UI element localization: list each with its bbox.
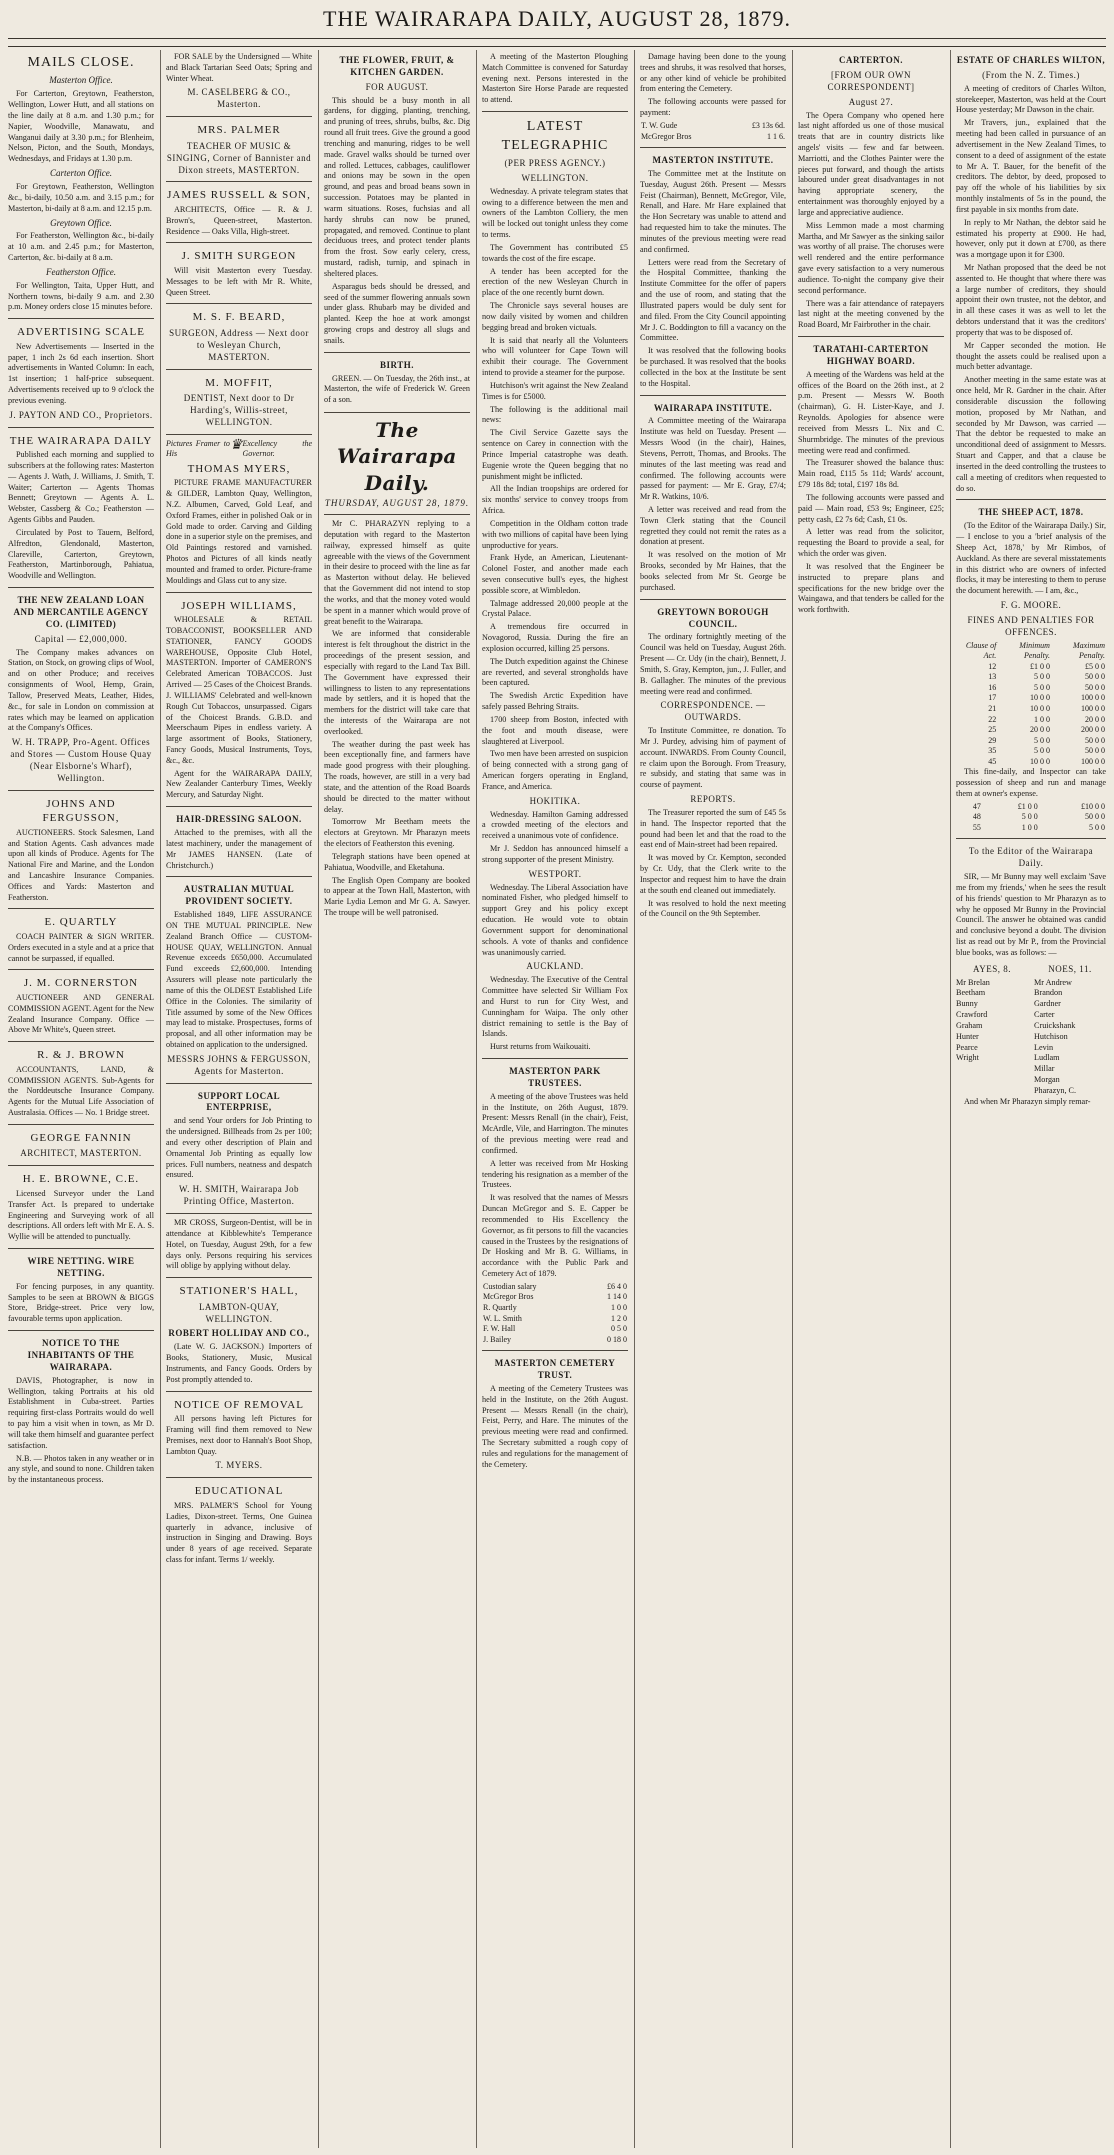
list-item: Pharazyn, C. [1034, 1085, 1077, 1095]
removal-heading: NOTICE OF REMOVAL [174, 1398, 304, 1411]
sheep-act-signature: F. G. MOORE. [1000, 600, 1062, 611]
park-trustees-text: It was resolved that the names of Messrs Duncan McGregor and S. E. Capper be recommended to His Excellency the Governor, as fit persons to fill the vacancies caused in the Trustees by the resignations of Dr Hosking and Mr B. G. Williams, in accordance with the Public Park and Cemetery Act of 1879. [482, 1193, 628, 1279]
wilton-text: Mr Nathan proposed that the deed be not assented to. He thought that where there was a large number of creditors, they should appoint their own trustee, not the debtor, and in all these cases it was as well to let the debtors understand that it was the creditors' property that was to be disposed of. [956, 263, 1106, 337]
table-cell: 55 [972, 822, 981, 832]
picture-framer-label: Pictures Framer to His [166, 438, 230, 459]
noes-heading: NOES, 11. [1048, 963, 1092, 974]
account-amount: 0 18 0 [607, 1334, 627, 1344]
myers-text: PICTURE FRAME MANUFACTURER & GILDER, Lambton Quay, Wellington, N.Z. Albumen, Carved, Gold Leaf, and Oxford Frames, either in polished Oak or in Gold made to order. Carving and Gilding done in a superior style on the premises, and Old Paintings restored and varnished. Photos and Pictures of all kinds neatly mounted and framed to order. Picture-frame Mouldings and Glass cut to any size. [166, 478, 312, 585]
telegram-text: All the Indian troopships are ordered for six months' service to convey troops from Africa. [482, 484, 628, 516]
westport-heading: WESTPORT. [528, 868, 582, 879]
institute-text: The Committee met at the Institute on Tuesday, August 26th. Present — Messrs Feist (Chairman), Bennett, McGregor, Vile, Renall, and Hare. Mr Hare explained that the Hon Secretary was unable to attend and had requested him to take the minutes. The minutes of the previous meeting were read and confirmed. [640, 168, 786, 254]
list-item: Brandon [1034, 988, 1063, 998]
daily-nameplate [324, 412, 470, 515]
wire-netting-heading: WIRE NETTING. WIRE NETTING. [27, 1256, 135, 1278]
table-row [956, 693, 1106, 704]
williams-heading: JOSEPH WILLIAMS, [181, 599, 297, 612]
table-cell: 12 [988, 661, 997, 671]
column-header: Maximum Penalty. [1073, 640, 1105, 661]
table-cell: 50 0 0 [1085, 682, 1105, 692]
holliday-heading: ROBERT HOLLIDAY AND CO., [168, 1328, 310, 1339]
greytown-council-text: The ordinary fortnightly meeting of the Council was held on Tuesday, August 26th. Present — Cr. Udy (in the chair), Bennett, J. Smith, S. Gray, Kempton, jun., J. Fuller, and B. Gallagher. The minutes of the previous meeting were read and confirmed. [640, 632, 786, 696]
table-row [482, 1303, 628, 1314]
table-cell: 1 0 0 [1033, 714, 1050, 724]
reports-heading: REPORTS. [690, 794, 736, 805]
column-3 [324, 52, 470, 2147]
moffit-text: DENTIST, Next door to Dr Harding's, Willis-street, WELLINGTON. [183, 393, 295, 427]
greytown-council-heading: GREYTOWN BOROUGH COUNCIL. [657, 606, 769, 629]
russell-text: ARCHITECTS, Office — R. & J. Brown's, Queen-street, Masterton. Residence — Oaks Villa, High-street. [166, 204, 312, 236]
list-item: Gardner [1034, 999, 1061, 1009]
seed-oats-signature: M. CASELBERG & CO., Masterton. [187, 87, 291, 110]
wilton-text: Mr Travers, jun., explained that the meeting had been called in pursuance of an advertisement in the New Zealand Times, to consent to a deed of assignment of the estate to Mr A. T. Bauer, for the benefit of the creditors. The debtor, by deed, proposed to pay off the whole of his liabilities by six monthly instalments of 5s in the pound, the first payable in six months from date. [956, 118, 1106, 214]
letter-heading: To the Editor of the Wairarapa Daily. [968, 846, 1094, 869]
johns-fergusson-heading: JOHNS AND FERGUSSON, [42, 797, 120, 825]
editorial-text: The weather during the past week has been exceptionally fine, and farmers have made good progress with their ploughing. The roads, however, are still in a very bad state, and the attention of the Road Boards should be directed to the matter without delay. [324, 739, 470, 814]
list-item: Graham [956, 1020, 983, 1030]
table-cell: 35 [988, 746, 997, 756]
account-name: F. W. Hall [483, 1324, 516, 1334]
masthead-rule-bottom [8, 46, 1106, 47]
sheep-act-heading: THE SHEEP ACT, 1878. [978, 507, 1084, 518]
column-divider [634, 50, 635, 2148]
list-item: Hutchison [1034, 1031, 1068, 1041]
column-divider [476, 50, 477, 2148]
daily-subscription-heading: THE WAIRARAPA DAILY [9, 434, 153, 447]
hokitika-heading: HOKITIKA. [529, 795, 581, 806]
list-item: Mr Brelan [956, 977, 990, 987]
list-item: Ludlam [1034, 1053, 1060, 1063]
column-5 [640, 52, 786, 2147]
account-amount: 1 1 6. [767, 131, 785, 141]
fines-table [956, 802, 1106, 834]
account-amount: 1 14 0 [607, 1292, 627, 1302]
table-cell: 47 [972, 801, 981, 811]
fannin-heading: GEORGE FANNIN [30, 1131, 132, 1144]
myers-heading: THOMAS MYERS, [187, 462, 291, 475]
telegram-text: Competition in the Oldham cotton trade with two millions of capital have been lying unproductive for years. [482, 518, 628, 550]
crest-icon: ♛ [229, 437, 243, 453]
table-cell: 13 [988, 672, 997, 682]
notice-heading: NOTICE TO THE INHABITANTS OF THE WAIRARAPA. [27, 1338, 135, 1372]
beard-heading: M. S. F. BEARD, [192, 311, 286, 324]
table-header-row [956, 641, 1106, 662]
wire-netting-text: For fencing purposes, in any quantity. Samples to be seen at BROWN & BIGGS Store, Bridge-street. Price very low, favourable terms upon application. [8, 1281, 154, 1324]
wilton-text: In reply to Mr Nathan, the debtor said he estimated his property at £900. He had, however, only put it down at £700, as there was a mortgage upon it for £300. [956, 217, 1106, 260]
hair-saloon-text: Attached to the premises, with all the latest machinery, under the management of Mr JAMES HANSEN. (Late of Christchurch.) [166, 828, 312, 870]
greytown-office-label: Greytown Office. [50, 217, 112, 228]
telegram-text: Wednesday. A private telegram states that owing to a difference between the men and owners of the Lambton Colliery, the men will be locked out tonight unless they come to terms. [482, 186, 628, 240]
institute-text: It was resolved that the following books be purchased. It was resolved that the books collected in the box at the Institute be sent to the Hospital. [640, 346, 786, 388]
nz-loan-capital: Capital — £2,000,000. [34, 633, 128, 644]
table-cell: 17 [988, 693, 997, 703]
table-row [482, 1282, 628, 1293]
garden-heading: THE FLOWER, FRUIT, & KITCHEN GARDEN. [339, 55, 455, 77]
table-cell: 100 0 0 [1081, 703, 1105, 713]
greytown-council-text: The Treasurer reported the sum of £45 5s in hand. The Inspector reported that the pound had been let and that the road to the east end of Main-street had been repaired. [640, 807, 786, 850]
institute-text: Letters were read from the Secretary of the Hospital Committee, thanking the Institute Committee for the offer of papers and the use of room, and stating that the Illustrated papers would be duly sent for and filed. From the City Council appointing Mr J. C. Boddington to fill a vacancy on the Committee. [640, 257, 786, 343]
wilton-source: (From the N. Z. Times.) [982, 69, 1080, 80]
support-local-text: and send Your orders for Job Printing to the undersigned. Billheads from 2s per 100; and every other description of Plain and Ornamental Job Printing as equally low prices. Full numbers, neatness and despatch ensured. [166, 1116, 312, 1180]
daily-subscription-text: Published each morning and supplied to subscribers at the following rates: Masterton — Agents J. Wath, J. Williams, J. Smith, T. Waiter; Carterton — Agents Thomas Bennett; Greytown — Agents A. L. Webster, Cassberg & Co.; Featherston — Agents Gibbs and Pauden. [8, 450, 154, 525]
table-row [956, 715, 1106, 726]
table-cell: 50 0 0 [1085, 735, 1105, 745]
brown-heading: R. & J. BROWN [37, 1049, 125, 1062]
greytown-council-text: It was resolved to hold the next meeting of the Council on the 9th September. [640, 898, 786, 919]
telegram-text: The Swedish Arctic Expedition have safely passed Behring Straits. [482, 691, 628, 712]
column-header: Clause of Act. [965, 640, 997, 661]
table-row [640, 121, 786, 132]
list-item: Wright [956, 1053, 979, 1063]
table-row [956, 746, 1106, 757]
table-cell: 29 [988, 735, 997, 745]
table-cell: 50 0 0 [1085, 746, 1105, 756]
palmer-text: TEACHER OF MUSIC & SINGING, Corner of Bannister and Dixon streets, MASTERTON. [166, 140, 312, 175]
telegram-text: Hutchison's writ against the New Zealand Times is for £5000. [482, 380, 628, 401]
telegram-text: It is said that nearly all the Volunteers who will volunteer for Cape Town will exhibit their courage. The Government intend to provide a steamer for the purpose. [482, 335, 628, 378]
wairarapa-institute-text: A Committee meeting of the Wairarapa Institute was held on Tuesday. Present — Messrs Wood (in the chair), Haines, Stevens, Perrott, Thomas, and Brooks. The minutes of the last meeting was read and confirmed. The following accounts were passed for payment: — Mr E. Gray, £7/4; Mr R. Watkins, 10/6. [640, 416, 786, 502]
wairarapa-institute-heading: WAIRARAPA INSTITUTE. [653, 402, 773, 413]
table-cell: 10 0 0 [1029, 693, 1050, 703]
list-item: Cruickshank [1034, 1020, 1076, 1030]
editorial-text: Tomorrow Mr Beetham meets the electors at Greytown. Mr Pharazyn meets the electors of Featherston this evening. [324, 817, 470, 849]
wilton-text: A meeting of creditors of Charles Wilton, storekeeper, Masterton, was held at the Court House yesterday; Mr Dawson in the chair. [956, 83, 1106, 115]
birth-text: GREEN. — On Tuesday, the 26th inst., at Masterton, the wife of Frederick W. Green of a son. [324, 373, 470, 405]
garden-subheading: FOR AUGUST. [365, 81, 429, 92]
table-cell: 5 0 0 [1021, 812, 1038, 822]
carterton-date: August 27. [848, 96, 894, 107]
telegram-text: Mr J. Seddon has announced himself a strong supporter of the present Ministry. [482, 844, 628, 864]
table-row [956, 802, 1106, 813]
wilton-text: Another meeting in the same estate was at once held, Mr R. Gardner in the chair. After considerable discussion the following motion, proposed by Mr Nathan, and seconded by Mr Dawson, was carried — That the debtor be requested to make an unconditional deed of assignment to Messrs. Stuart and Capper, and that a clause be inserted in the deed controlling the trustees to call a meeting of creditors when requested to do so. [956, 375, 1106, 493]
table-cell: 20 0 0 [1029, 725, 1050, 735]
account-amount: 1 2 0 [611, 1313, 627, 1323]
quartly-text: COACH PAINTER & SIGN WRITER. Orders executed in a style and at a price that cannot be surpassed, if equalled. [8, 932, 154, 963]
telegram-text: Two men have been arrested on suspicion of being connected with a strong gang of American forgers operating in England, France, and America. [482, 749, 628, 791]
carterton-heading: CARTERTON. [839, 55, 903, 65]
list-item: Beetham [956, 988, 986, 998]
table-cell: 22 [988, 714, 997, 724]
telegram-text: The Chronicle says several houses are now daily visited by women and children begging bread and broken victuals. [482, 301, 628, 332]
stationers-hall-address: LAMBTON-QUAY, WELLINGTON. [198, 1301, 280, 1324]
table-cell: 5 0 0 [1033, 682, 1050, 692]
cross-dentist-text: MR CROSS, Surgeon-Dentist, will be in attendance at Kibblewhite's Temperance Hotel, on Tuesday, August 29th, for a few days only. Persons requiring his services will oblige by applying without delay. [166, 1218, 312, 1271]
list-item: Morgan [1034, 1075, 1060, 1085]
advertising-scale-text: New Advertisements — Inserted in the paper, 1 inch 2s 6d each insertion. Short advertisements in Wanted Column: In each, 1st insertion; 1 half-price subsequent. Advertisements received up to 9 o'clock the previous evening. [8, 341, 154, 405]
amps-text: Established 1849, LIFE ASSURANCE ON THE MUTUAL PRINCIPLE. New Zealand Branch Office — CUSTOM-HOUSE QUAY, WELLINGTON. Annual Revenue exceeds £650,000. Accumulated Fund exceeds £2,600,000. Intending Assurers will please note particularly the name of this the OLDEST Established Life Office in the Colonies. The similarity of Title assumed by some of the New Offices may lead to mistake. Prospectuses, forms of proposal, and all other information may be obtained on application to the undersigned. [166, 910, 312, 1050]
table-cell: 10 0 0 [1029, 756, 1050, 766]
educational-heading: EDUCATIONAL [194, 1485, 284, 1498]
letter-text: SIR, — Mr Bunny may well exclaim 'Save me from my friends,' when he sees the result of his friends' question to Mr Pharazyn as to why he opposed Mr Bunny in the Provincial Council. The answer he obtained was candid and conclusive beyond a doubt. The division list as read out by Mr P., from the Provincial blue books, was as follows: — [956, 872, 1106, 957]
column-divider [792, 50, 793, 2148]
russell-heading: JAMES RUSSELL & SON, [167, 189, 311, 202]
stationers-hall-heading: STATIONER'S HALL, [179, 1285, 299, 1298]
hair-saloon-heading: HAIR-DRESSING SALOON. [176, 814, 302, 825]
carterton-text: Miss Lemmon made a most charming Martha, and Mr Sawyer as the sinking sailor was worthy of all praise. The choruses were well rendered and the entire performance gave every satisfaction to a very numerous audience. To-night the company give their second performance. [798, 220, 944, 295]
nz-loan-heading: THE NEW ZEALAND LOAN AND MERCANTILE AGENCY CO. (LIMITED) [13, 595, 149, 629]
birth-heading: BIRTH. [380, 359, 414, 370]
letter-text: And when Mr Pharazyn simply remar- [964, 1096, 1091, 1106]
telegram-text: The Government has contributed £5 towards the cost of the fire escape. [482, 242, 628, 263]
table-row [956, 736, 1106, 747]
wilton-text: Mr Capper seconded the motion. He thought the assets could be realised upon a much better advantage. [956, 340, 1106, 372]
amps-heading: AUSTRALIAN MUTUAL PROVIDENT SOCIETY. [183, 884, 295, 907]
masterton-office-label: Masterton Office. [49, 75, 113, 86]
table-cell: 48 [972, 812, 981, 822]
greytown-council-text: It was moved by Cr. Kempton, seconded by Cr. Udy, that the Clerk write to the Inspector and request him to have the drain at the south end cleaned out immediately. [640, 853, 786, 895]
editorial-text: The English Open Company are booked to appear at the Town Hall, Masterton, with Marie Lydia Lemon and Mr G. A. Sawyer. The troupe will be well patronised. [324, 875, 470, 918]
mails-text: For Carterton, Greytown, Featherston, Wellington, Lower Hutt, and all stations on the line daily at 8 a.m. and 1.30 p.m.; for Napier, Woodville, Manawatu, and Wanganui daily at 3.30 p.m.; for Blenheim, Nelson, Picton, and the South, Mondays, Wednesdays, and Fridays at 1.30 p.m. [8, 89, 154, 164]
removal-text: All persons having left Pictures for Framing will find them removed to New Premises, next door to Hannah's Boot Shop, Lambton Quay. [166, 1414, 312, 1456]
cornerston-heading: J. M. CORNERSTON [23, 977, 139, 990]
table-row [482, 1292, 628, 1303]
table-row [956, 662, 1106, 673]
list-item: Hunter [956, 1031, 979, 1041]
table-cell: 5 0 0 [1033, 746, 1050, 756]
mails-text: For Wellington, Taita, Upper Hutt, and Northern towns, bi-daily 9 a.m. and 2.30 p.m. Money orders close 15 minutes before. [8, 280, 154, 312]
greytown-council-text: To Institute Committee, re donation. To Mr J. Purdey, advising him of payment of account. INWARDS. From County Council, re claim upon the Borough. From Treasury, re subsidy, and stating that same was in course of payment. [640, 726, 786, 790]
telegram-text: 1700 sheep from Boston, infected with the foot and mouth disease, were slaughtered at Liverpool. [482, 714, 628, 746]
table-cell: 100 0 0 [1081, 756, 1105, 766]
cornerston-text: AUCTIONEER AND GENERAL COMMISSION AGENT. Agent for the New Zealand Insurance Company. Office — Above Mr White's, Queen street. [8, 993, 154, 1035]
account-amount: 1 0 0 [611, 1303, 627, 1312]
table-cell: £5 0 0 [1085, 661, 1105, 671]
telegram-text: Wednesday. The Liberal Association have nominated Fisher, who pledged himself to support Grey and his policy except education. He would vote to obtain Government support for denominational schools. A vote of thanks and confidence was unanimously carried. [482, 882, 628, 957]
telegram-text: Hurst returns from Waikouaiti. [490, 1042, 591, 1052]
daily-circulation-text: Circulated by Post to Tauern, Belford, Alfredton, Glendonald, Masterton, Clareville, Carterton, Greytown, Featherston, Martinborough, Pahiatua, Woodville and Wellington. [8, 527, 154, 581]
list-item: Bunny [956, 999, 978, 1009]
support-local-heading: SUPPORT LOCAL ENTERPRISE, [197, 1090, 281, 1113]
table-row [482, 1324, 628, 1335]
account-amount: £3 13s 6d. [751, 120, 785, 130]
fines-heading: FINES AND PENALTIES FOR OFFENCES. [967, 614, 1095, 637]
accounts-intro: The following accounts were passed for payment: [640, 97, 786, 118]
advertising-signature: J. PAYTON AND CO., Proprietors. [9, 409, 153, 420]
table-row [956, 704, 1106, 715]
column-divider [160, 50, 161, 2148]
support-local-signature: W. H. SMITH, Wairarapa Job Printing Office, Masterton. [178, 1184, 299, 1207]
garden-text: This should be a busy month in all gardens, for digging, planting, trenching, and pruning of trees, shrubs, bulbs, &c. Dig round all fruit trees. Give the ground a good trenching and manuring, ridges to be well made. Gravel walks should be turned over and rolled. Lettuces, cabbages, cauliflower and onions may be sown in the open ground, and peas and broad beans sown in succession. Potatoes may be planted in warm situations. Roses, fuchsias and all hardy shrubs can now be pruned, propagated, and removed. Continue to plant deciduous trees, and protect tender plants from the frost. Sow early celery, cress, mustard, radish, turnip, and spinach in sheltered places. [324, 95, 470, 278]
telegram-text: Wednesday. Hamilton Gaming addressed a crowded meeting of the electors and received a unanimous vote of confidence. [482, 809, 628, 841]
column-6 [798, 52, 944, 2147]
mails-close-heading: MAILS CLOSE. [27, 55, 135, 70]
table-cell: 10 0 0 [1029, 703, 1050, 713]
list-item: Carter [1034, 1010, 1055, 1020]
table-cell: 25 [988, 725, 997, 735]
table-row [956, 725, 1106, 736]
garden-text: Asparagus beds should be dressed, and seed of the summer flowering annuals sown under glass. Rhubarb may be divided and planted. Keep the hoe at work amongst growing crops and destroy all slugs and snails. [324, 281, 470, 345]
press-agency-label: (PER PRESS AGENCY.) [504, 158, 606, 169]
amps-signature: MESSRS JOHNS & FERGUSSON, Agents for Masterton. [167, 1053, 311, 1076]
wairarapa-institute-text: It was resolved on the motion of Mr Brooks, seconded by Mr Haines, that the books selected from Mr St. George be purchased. [640, 550, 786, 592]
browne-text: Licensed Surveyor under the Land Transfer Act. Is prepared to undertake Engineering and Surveying work of all descriptions. All orders left with Mr E. A. S. Wyllie will be attended to punctually. [8, 1188, 154, 1242]
carterton-office-label: Carterton Office. [50, 168, 112, 179]
taratahi-text: A letter was read from the solicitor, requesting the Board to provide a seal, for which the order was given. [798, 527, 944, 559]
list-item: Crawford [956, 1010, 988, 1020]
masthead-rule-top [8, 38, 1106, 39]
column-4 [482, 52, 628, 2147]
beard-text: SURGEON, Address — Next door to Wesleyan Church, MASTERTON. [169, 327, 309, 362]
telegram-text: A tremendous fire occurred in Novagorod, Russia. During the fire an explosion occurred, killing 25 persons. [482, 622, 628, 653]
telegram-text: The Dutch expedition against the Chinese are reverted, and several strongholds have been captured. [482, 656, 628, 688]
account-amount: £6 4 0 [607, 1281, 627, 1291]
table-cell: 5 0 0 [1033, 672, 1050, 682]
cemetery-trust-text: A meeting of the Cemetery Trustees was held in the Institute, on the 26th August. Present — Messrs Renall (in the chair), Feist, Perry, and Hare. The minutes of the previous meeting were read and confirmed. The Secretary submitted a rough copy of rules and regulations for the management of the Cemetery. [482, 1383, 628, 1469]
daily-nameplate-title: The Wairarapa Daily. [337, 418, 457, 495]
williams-text: WHOLESALE & RETAIL TOBACCONIST, BOOKSELLER AND STATIONER, FANCY GOODS WAREHOUSE, Opposite Club Hotel, MASTERTON. Importer of CAMERON'S Celebrated American TOBACCOS. Just Arrived — 25 Cases of the Choicest Brands. J. WILLIAMS' Celebrated and well-known Rough Cut Tobaccos, unsurpassed. Cigars of the Choicest Brands. G.B.D. and Meerschaum Pipes in endless variety. A large assortment of Books, Stationery, Fancy Goods, Musical Instruments, Toys, &c., &c. [166, 615, 312, 765]
noes-list [1034, 978, 1106, 1097]
smith-heading: J. SMITH SURGEON [181, 250, 297, 263]
taratahi-text: A meeting of the Wardens was held at the offices of the Board on the 26th inst., at 2 p.m. Present — Messrs W. Booth (chairman), G. H. Lister-Kaye, and J. Reynolds. Apologies for absence were received from Messrs L. Nix and C. Shurmbridge. The minutes of the previous meeting were read and confirmed. [798, 369, 944, 455]
masterton-institute-heading: MASTERTON INSTITUTE. [652, 155, 774, 166]
telegram-text: Talmage addressed 20,000 people at the Crystal Palace. [482, 598, 628, 619]
table-cell: 50 0 0 [1085, 812, 1105, 822]
table-cell: £10 0 0 [1081, 801, 1105, 811]
fines-note: This fine-daily, and Inspector can take possession of sheep and run and manage them at owner's expense. [956, 767, 1106, 798]
quartly-heading: E. QUARTLY [44, 916, 118, 929]
table-cell: 45 [988, 756, 997, 766]
sheep-act-text: (To the Editor of the Wairarapa Daily.) Sir, — I enclose to you a 'brief analysis of the Sheep Act, 1878,' by Mr Rimbos, of Auckland. As there are several misstatements in this district who are owners of infected flocks, it may be interesting to them to peruse the document herewith. — I am, &c., [956, 521, 1106, 596]
telegram-text: Wednesday. The Executive of the Central Committee have selected Sir William Fox and Hurst to run for City West, and Cunningham for Waipa. The only other district remaining to settle is the Bay of Islands. [482, 975, 628, 1039]
wellington-heading: WELLINGTON. [521, 172, 589, 183]
fannin-text: ARCHITECT, MASTERTON. [20, 1148, 142, 1159]
column-header: Minimum Penalty. [1019, 640, 1050, 661]
account-name: T. W. Gude [641, 120, 678, 130]
mails-text: For Featherston, Wellington &c., bi-daily at 10 a.m. and 2.45 p.m.; for Masterton, Carterton, &c. bi-daily at 8 a.m. [8, 231, 154, 263]
list-item: Pearce [956, 1042, 978, 1052]
editorial-text: Mr C. PHARAZYN replying to a deputation with regard to the Masterton railway, expressed himself as quite agreeable with the views of the Government in their desire to proceed with the line as far as Masterton without delay. He believed that the Government did not intend to stop the works, and that the money voted would be spent in a manner which would prove of great benefit to the Wairarapa. [324, 519, 470, 626]
account-name: McGregor Bros [641, 131, 692, 141]
ayes-list [956, 978, 1028, 1065]
column-2 [166, 52, 312, 2147]
taratahi-heading: TARATAHI-CARTERTON HIGHWAY BOARD. [813, 344, 929, 366]
table-row [956, 757, 1106, 768]
correspondent-label: [FROM OUR OWN CORRESPONDENT] [827, 69, 915, 92]
park-accounts-table [482, 1282, 628, 1345]
column-divider [318, 50, 319, 2148]
editorial-text: We are informed that considerable interest is felt throughout the district in the proceedings of the present session, and especially with regard to the Land Tax Bill. The Government have expressed their willingness to listen to any representations made by settlers, and it is hoped that the members for the district will take care that the interests of the Wairarapa are not overlooked. [324, 629, 470, 736]
table-row [482, 1335, 628, 1346]
nz-loan-signature: W. H. TRAPP, Pro-Agent. Offices and Stores — Custom House Quay (Near Elsborne's Wharf), Wellington. [10, 737, 152, 783]
list-item: Levin [1034, 1042, 1054, 1052]
account-name: W. L. Smith [483, 1313, 522, 1323]
table-cell: £1 0 0 [1029, 661, 1050, 671]
park-trustees-text: A letter was received from Mr Hosking tendering his resignation as a member of the Trustees. [482, 1158, 628, 1190]
account-name: R. Quartly [483, 1303, 517, 1312]
list-item: Mr Andrew [1034, 977, 1072, 987]
column-divider [950, 50, 951, 2148]
featherston-office-label: Featherston Office. [46, 266, 116, 277]
nz-loan-text: The Company makes advances on Station, on Stock, on growing clips of Wool, and on other Produce; and receives consignments of Wool, Hemp, Grain, Tallow, Preserved Meats, Leather, Hides, &c., for sale in London on commission at rates which may be learned on application at the Company's Offices. [8, 647, 154, 733]
auckland-heading: AUCKLAND. [526, 961, 584, 972]
educational-text: MRS. PALMER'S School for Young Ladies, Dixon-street. Terms, One Guinea quarterly in advance, inclusive of instruction in Singing and Drawing. Boys under 8 years of age received. Separate class for infant. Terms 1/ weekly. [166, 1500, 312, 1565]
carterton-text: The Opera Company who opened here last night afforded us one of those musical treats that are in country districts like angels' visits — few and far between. Marriotti, and the Clothes Painter were the pieces put forward, and though the artists laboured under great disadvantages in not having appropriate scenery, the entertainment was thoroughly enjoyed by a large and appreciative audience. [798, 110, 944, 217]
latest-telegraphic-heading: LATEST TELEGRAPHIC [501, 119, 609, 153]
cable-intro: The following is the additional mail news: [482, 404, 628, 425]
table-cell: 5 0 0 [1033, 735, 1050, 745]
advertising-scale-heading: ADVERTISING SCALE [17, 326, 145, 339]
telegram-text: The Civil Service Gazette says the sentence on Carey in connection with the Prince Imperial catastrophe was death. Eugenie wrote the Queen begging that no punishment might be inflicted. [482, 428, 628, 481]
account-name: J. Bailey [483, 1334, 511, 1344]
page-masthead: THE WAIRARAPA DAILY, AUGUST 28, 1879. [323, 6, 791, 31]
table-cell: £1 0 0 [1017, 801, 1038, 811]
wairarapa-institute-text: A letter was received and read from the Town Clerk stating that the Council regretted they could not remit the rates as a donation at present. [640, 505, 786, 547]
table-row [956, 823, 1106, 834]
browne-heading: H. E. BROWNE, C.E. [22, 1173, 140, 1186]
cemetery-damage-text: Damage having been done to the young trees and shrubs, it was resolved that horses, or any other kind of vehicle be prohibited from entering the Cemetery. [640, 52, 786, 94]
carterton-text: There was a fair attendance of ratepayers last night at the meeting convened by the Road Board, Mr Fairbrother in the chair. [798, 298, 944, 330]
column-1 [8, 52, 154, 2147]
telegram-text: Frank Hyde, an American, Lieutenant-Colonel Foster, and another made each seven consecutive bull's eyes, the highest possible score, at Wimbledon. [482, 553, 628, 595]
table-row [482, 1314, 628, 1325]
holliday-text: (Late W. G. JACKSON.) Importers of Books, Stationery, Music, Musical Instruments, and Fancy Goods. Orders by Post promptly attended to. [166, 1342, 312, 1384]
table-cell: 20 0 0 [1085, 714, 1105, 724]
table-row [956, 683, 1106, 694]
seed-oats-ad: FOR SALE by the Undersigned — White and Black Tartarian Seed Oats; Spring and Winter Wheat. [166, 52, 312, 83]
johns-fergusson-text: AUCTIONEERS. Stock Salesmen, Land and Station Agents. Cash advances made upon all kinds of Produce. Agents for The National Fire and Marine, and the London and Lancashire Insurance Companies. Offices and Yards: Masterton and Featherston. [8, 827, 154, 902]
account-name: McGregor Bros [483, 1292, 534, 1302]
smith-text: Will visit Masterton every Tuesday. Messages to be left with Mr R. White, Queen Street. [166, 265, 312, 297]
table-cell: 100 0 0 [1081, 693, 1105, 703]
correspondence-heading: CORRESPONDENCE. — OUTWARDS. [660, 700, 766, 723]
table-row [956, 812, 1106, 823]
list-item: Millar [1034, 1064, 1055, 1074]
park-trustees-text: A meeting of the above Trustees was held in the Institute, on 26th August, 1879. Present: Messrs Renall (in the chair), Feist, McArdle, Vile, and Harrington. The minutes of the previous meeting were read and confirmed. [482, 1091, 628, 1155]
daily-nameplate-date: THURSDAY, AUGUST 28, 1879. [324, 498, 470, 509]
table-cell: 200 0 0 [1081, 725, 1105, 735]
taratahi-text: The Treasurer showed the balance thus: Main road, £115 5s 11d; Wards' account, £79 18s 8d; total, £197 18s 8d. [798, 458, 944, 490]
notice-text: N.B. — Photos taken in any weather or in any style, and sound to none. Children taken by the instantaneous process. [8, 1453, 154, 1485]
park-trustees-heading: MASTERTON PARK TRUSTEES. [509, 1066, 601, 1088]
account-amount: 0 5 0 [611, 1324, 627, 1334]
table-cell: 50 0 0 [1085, 672, 1105, 682]
table-row [640, 132, 786, 143]
table-row [956, 672, 1106, 683]
table-cell: 1 0 0 [1021, 822, 1038, 832]
williams-agent-text: Agent for the WAIRARAPA DAILY, New Zealander Canterbury Times, Weekly Mercury, and Saturday Night. [166, 768, 312, 800]
notice-text: DAVIS, Photographer, is now in Wellington, taking Portraits at his old Establishment in Cuba-street. Parties requiring first-class Portraits would do well to pay him a visit when in town, as Mr D. will take them himself and guarantee perfect satisfaction. [8, 1375, 154, 1450]
ploughing-notice: A meeting of the Masterton Ploughing Match Committee is convened for Saturday evening next. Persons interested in the Masterton Sire Horse Parade are requested to attend. [482, 52, 628, 105]
removal-signature: T. MYERS. [215, 1460, 263, 1471]
moffit-heading: M. MOFFIT, [205, 376, 273, 389]
taratahi-text: It was resolved that the Engineer be instructed to prepare plans and specifications for the new bridge over the Waingawa, and that tenders be called for the work forthwith. [798, 561, 944, 615]
taratahi-text: The following accounts were passed and paid — Main road, £53 9s; Engineer, £25; petty cash, £2 7s 6d; Cash, £1 0s. [798, 492, 944, 524]
account-name: Custodian salary [483, 1281, 537, 1291]
palmer-heading: MRS. PALMER [197, 124, 281, 137]
column-7 [956, 52, 1106, 2147]
excellency-label: Excellency the Governor. [242, 438, 312, 459]
cemetery-trust-heading: MASTERTON CEMETERY TRUST. [494, 1358, 616, 1381]
editorial-text: Telegraph stations have been opened at Pahiatua, Woodville, and Eketahuna. [324, 851, 470, 872]
wilton-estate-heading: ESTATE OF CHARLES WILTON, [956, 55, 1106, 65]
telegram-text: A tender has been accepted for the erection of the new Wesleyan Church in place of the one recently burnt down. [482, 266, 628, 298]
table-cell: 21 [988, 703, 997, 713]
cemetery-accounts-table [640, 121, 786, 142]
brown-text: ACCOUNTANTS, LAND, & COMMISSION AGENTS. Sub-Agents for the Norddeutsche Insurance Company. Agents for the Mutual Life Association of Australasia. Offices — No. 1 Bridge street. [8, 1064, 154, 1118]
ayes-heading: AYES, 8. [973, 963, 1011, 974]
table-cell: 5 0 0 [1089, 822, 1105, 832]
table-cell: 16 [988, 682, 997, 692]
mails-text: For Greytown, Featherston, Wellington &c., bi-daily, 10.50 a.m. and 3.15 p.m.; for Masterton, bi-daily at 8 a.m. and 12.15 p.m. [8, 182, 154, 213]
fines-table [956, 641, 1106, 768]
